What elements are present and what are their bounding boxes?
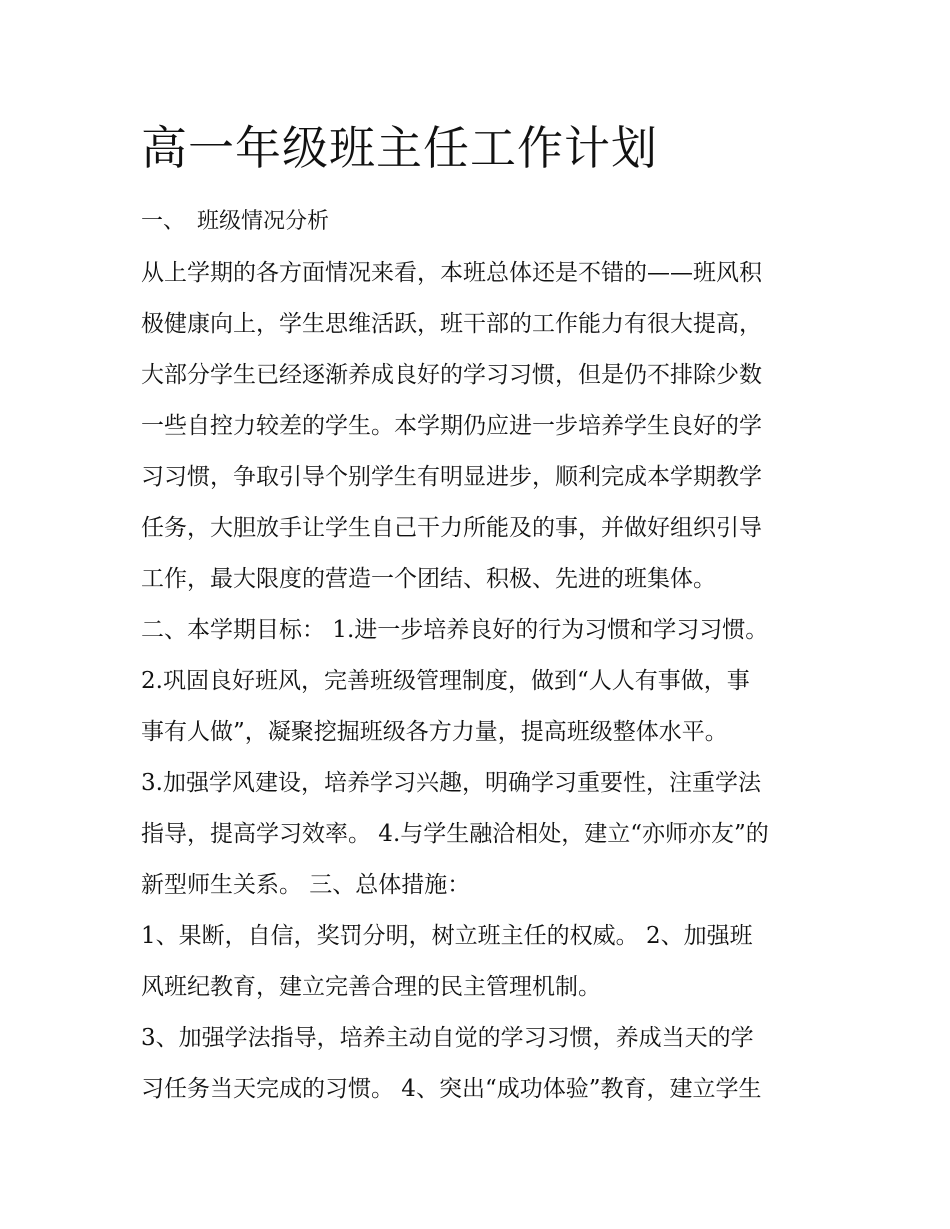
text-line: 3、加强学法指导，培养主动自觉的学习习惯，养成当天的学 — [141, 1025, 754, 1051]
section-label: 班级情况分析 — [197, 209, 330, 234]
text-line: 工作，最大限度的营造一个团结、积极、先进的班集体。 — [141, 566, 716, 592]
text-line: 从上学期的各方面情况来看，本班总体还是不错的——班风积 — [141, 260, 762, 286]
text-line: 任务，大胆放手让学生自己干力所能及的事，并做好组织引导 — [141, 515, 762, 541]
body-text — [141, 248, 821, 1115]
text-line: 习任务当天完成的习惯。 4、突出“成功体验”教育，建立学生 — [141, 1076, 762, 1102]
section-heading-1 — [141, 206, 329, 238]
text-line: 极健康向上，学生思维活跃，班干部的工作能力有很大提高， — [141, 311, 762, 337]
text-line: 一些自控力较差的学生。本学期仍应进一步培养学生良好的学 — [141, 413, 762, 439]
section-number: 一、 — [141, 209, 186, 234]
text-line: 风班纪教育，建立完善合理的民主管理机制。 — [141, 974, 601, 1000]
text-line: 二、本学期目标： 1.进一步培养良好的行为习惯和学习习惯。 — [141, 617, 769, 643]
text-line: 2.巩固良好班风，完善班级管理制度，做到“人人有事做，事 — [141, 668, 750, 694]
text-line: 事有人做”，凝聚挖掘班级各方力量，提高班级整体水平。 — [141, 719, 728, 745]
text-line: 习习惯，争取引导个别学生有明显进步，顺利完成本学期教学 — [141, 464, 762, 490]
document-title: 高一年级班主任工作计划 — [141, 121, 658, 175]
text-line: 3.加强学风建设，培养学习兴趣，明确学习重要性，注重学法 — [141, 770, 761, 796]
text-line: 大部分学生已经逐渐养成良好的学习习惯，但是仍不排除少数 — [141, 362, 762, 388]
text-line: 指导，提高学习效率。 4.与学生融洽相处，建立“亦师亦友”的 — [141, 821, 769, 847]
text-line: 1、果断，自信，奖罚分明，树立班主任的权威。 2、加强班 — [141, 923, 753, 949]
text-line: 新型师生关系。 三、总体措施： — [141, 872, 471, 898]
